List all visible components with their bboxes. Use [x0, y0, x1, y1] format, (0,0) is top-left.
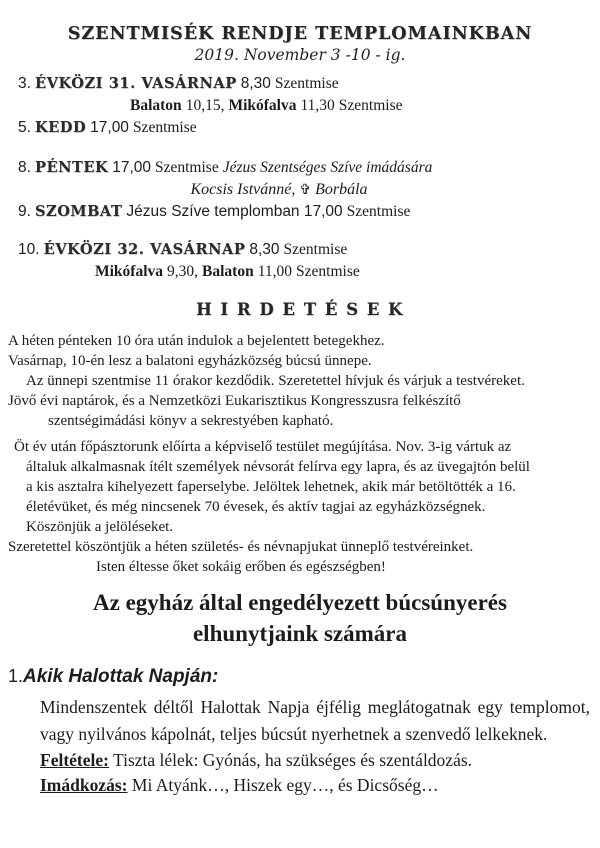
- announcement-line: Isten éltesse őket sokáig erőben és egészségben!: [96, 559, 386, 575]
- day-label: ÉVKÖZI 32. VASÁRNAP: [43, 241, 246, 258]
- day-number: 5.: [18, 119, 31, 136]
- indulgence-heading-line2: elhunytjaink számára: [192, 621, 408, 646]
- day-number: 10.: [18, 241, 40, 258]
- church-name: Balaton: [202, 263, 254, 280]
- document-subtitle: 2019. November 3 -10 - ig.: [194, 46, 406, 64]
- prayer-label: Imádkozás:: [40, 775, 128, 795]
- indulgence-heading-line1: Az egyház által engedélyezett búcsúnyerés: [93, 590, 507, 615]
- time-value: 11,00: [257, 263, 293, 280]
- church-name: Mikófalva: [95, 263, 164, 280]
- schedule-entry-tuesday: [18, 117, 600, 139]
- time-value: 9,30,: [167, 263, 199, 280]
- church-name: Mikófalva: [228, 97, 297, 114]
- announcement-line: Szeretettel köszöntjük a héten születés- és névnapjukat ünneplő testvéreinket.: [8, 539, 474, 555]
- mass-label: Szentmise: [274, 75, 339, 92]
- announcement-line: általuk alkalmasnak ítélt személyek névsorát felírva egy lapra, és az üvegajtón belül: [26, 459, 530, 475]
- time-value: 11,30: [300, 97, 335, 114]
- day-number: 8.: [18, 159, 31, 176]
- day-number: 3.: [18, 75, 31, 92]
- announcement-line: A héten pénteken 10 óra után indulok a bejelentett betegekhez.: [8, 333, 385, 349]
- condition-text: Tiszta lélek: Gyónás, ha szükséges és szentáldozás.: [113, 750, 473, 770]
- announcement-line: Vasárnap, 10-én lesz a balatoni egyházközség búcsú ünnepe.: [8, 353, 372, 369]
- prayer-text: Mi Atyánk…, Hiszek egy…, és Dicsőség…: [131, 775, 439, 795]
- mass-intention: Jézus Szentséges Szíve imádására: [222, 159, 433, 176]
- mass-label: Szentmise: [283, 241, 348, 258]
- schedule-entry-saturday: [18, 201, 600, 223]
- cross-icon: ✞: [299, 182, 312, 198]
- schedule-entry-sunday31-churches: [130, 95, 600, 117]
- day-number: 9.: [18, 203, 31, 220]
- announcement-line: Öt év után főpásztorunk előírta a képviselő testület megújítása. Nov. 3-ig vártuk az: [14, 439, 512, 455]
- mass-label: Szentmise: [155, 159, 219, 176]
- schedule-entry-sunday32: [18, 239, 600, 261]
- section-heading: [8, 665, 600, 688]
- memorial-name2: Borbála: [315, 181, 368, 198]
- memorial-line: [18, 179, 540, 201]
- prayer-line: [40, 773, 592, 798]
- schedule-entry-friday: [18, 157, 600, 179]
- schedule-entry-sunday31: [18, 73, 600, 95]
- mass-label: Szentmise: [132, 119, 197, 136]
- church-name: Balaton: [130, 97, 182, 114]
- announcement-line: Jövő évi naptárok, és a Nemzetközi Eukarisztikus Kongresszusra felkészítő: [8, 393, 461, 409]
- section-number: 1.: [8, 666, 24, 686]
- time-value: 10,15,: [185, 97, 225, 114]
- announcement-line: a kis asztalra kihelyezett faperselybe. Jelöltek lehetnek, akik már betöltötték a 16.: [26, 479, 516, 495]
- section-title: Akik Halottak Napján:: [23, 666, 219, 687]
- document-title: SZENTMISÉK RENDJE TEMPLOMAINKBAN: [67, 24, 533, 44]
- mass-schedule: [18, 73, 600, 283]
- announcement-line: Az ünnepi szentmise 11 órakor kezdődik. Szeretettel hívjuk és várjuk a testvéreket.: [26, 373, 525, 389]
- announcements-section: [8, 331, 596, 577]
- announcement-line: szentségimádási könyv a sekrestyében kapható.: [48, 413, 334, 429]
- mass-label: Szentmise: [296, 263, 360, 280]
- day-label: KEDD: [34, 119, 87, 136]
- schedule-entry-sunday32-churches: [95, 261, 600, 283]
- memorial-name: Kocsis Istvánné,: [190, 181, 296, 198]
- time-value: 17,00: [112, 159, 151, 176]
- condition-label: Feltétele:: [40, 750, 109, 770]
- announcement-line: életévüket, és még nincsenek 70 évesek, és aktív tagjai az egyházközségnek.: [26, 499, 486, 515]
- condition-line: [40, 748, 592, 773]
- indulgence-heading: [0, 587, 600, 649]
- announcement-line: Köszönjük a jelöléseket.: [26, 519, 174, 535]
- place-and-time: Jézus Szíve templomban 17,00: [126, 203, 343, 220]
- day-label: ÉVKÖZI 31. VASÁRNAP: [34, 75, 237, 92]
- mass-label: Szentmise: [338, 97, 403, 114]
- body-paragraph: Mindenszentek déltől Halottak Napja éjfélig meglátogatnak egy templomot, vagy nyilvános kápolnát, teljes búcsút nyerhetnek a szenvedő lelkeknek.: [40, 697, 590, 744]
- time-value: 17,00: [90, 119, 129, 136]
- day-label: SZOMBAT: [34, 203, 123, 220]
- mass-label: Szentmise: [346, 203, 411, 220]
- time-value: 8,30: [240, 75, 271, 92]
- day-label: PÉNTEK: [34, 159, 109, 176]
- time-value: 8,30: [249, 241, 280, 258]
- announcements-heading: H I R D E T É S E K: [196, 300, 404, 319]
